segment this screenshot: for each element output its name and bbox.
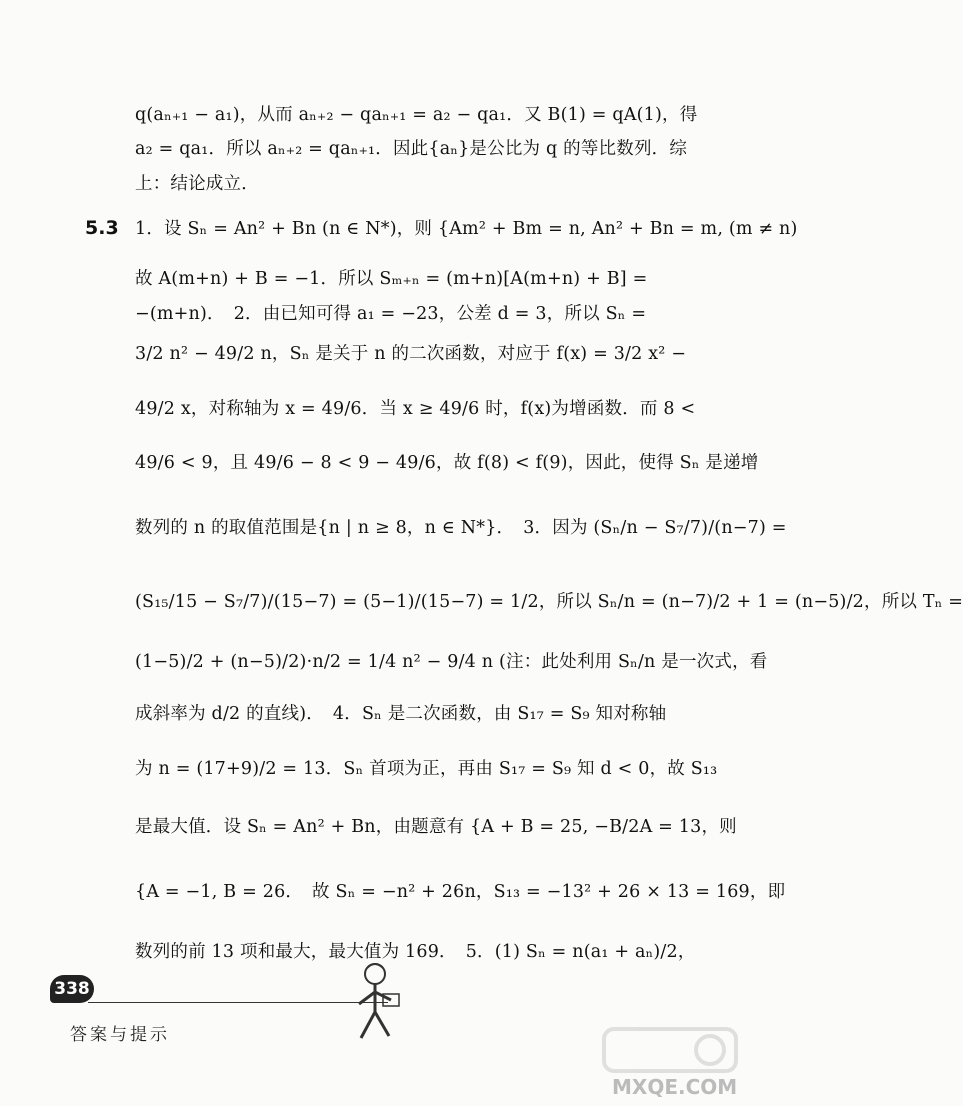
watermark-text: MXQE.COM	[612, 1075, 738, 1099]
watermark-logo	[600, 1025, 740, 1075]
text-line-14: 为 n = (17+9)/2 = 13．Sₙ 首项为正，再由 S₁₇ = S₉ 知 d < 0，故 S₁₃	[135, 759, 718, 779]
footer-rule	[88, 1002, 388, 1003]
section-label: 5.3	[85, 217, 119, 239]
text-line-10: 数列的 n 的取值范围是{n | n ≥ 8，n ∈ N*}． 3．因为 (Sₙ/n − S₇/7)/(n−7) =	[135, 518, 787, 538]
text-line-7: 3/2 n² − 49/2 n，Sₙ 是关于 n 的二次函数，对应于 f(x) = 3/2 x² −	[135, 344, 687, 364]
reading-figure-illustration	[345, 960, 405, 1050]
text-line-6: −(m+n)． 2．由已知可得 a₁ = −23，公差 d = 3，所以 Sₙ =	[135, 304, 647, 324]
text-line-13: 成斜率为 d/2 的直线)． 4．Sₙ 是二次函数，由 S₁₇ = S₉ 知对称轴	[135, 704, 667, 724]
text-line-8: 49/2 x，对称轴为 x = 49/6．当 x ≥ 49/6 时，f(x)为增函数．而 8 <	[135, 399, 696, 419]
text-line-11: (S₁₅/15 − S₇/7)/(15−7) = (5−1)/(15−7) = 1/2，所以 Sₙ/n = (n−7)/2 + 1 = (n−5)/2，所以 Tₙ =	[135, 592, 963, 612]
text-line-1: q(aₙ₊₁ − a₁)，从而 aₙ₊₂ − qaₙ₊₁ = a₂ − qa₁．又 B(1) = qA(1)，得	[135, 105, 698, 125]
page-number-badge: 338	[50, 975, 94, 1003]
text-line-3: 上：结论成立．	[135, 174, 259, 194]
text-line-15: 是最大值．设 Sₙ = An² + Bn，由题意有 {A + B = 25, −B/2A = 13，则	[135, 817, 737, 837]
text-line-4: 1．设 Sₙ = An² + Bn (n ∈ N*)，则 {Am² + Bm = n, An² + Bn = m, (m ≠ n)	[135, 219, 798, 239]
text-line-2: a₂ = qa₁．所以 aₙ₊₂ = qaₙ₊₁．因此{aₙ}是公比为 q 的等比数列．综	[135, 139, 688, 159]
text-line-17: 数列的前 13 项和最大，最大值为 169． 5．(1) Sₙ = n(a₁ + aₙ)/2，	[135, 942, 696, 962]
footer-label: 答案与提示	[70, 1025, 170, 1045]
text-line-12: (1−5)/2 + (n−5)/2)·n/2 = 1/4 n² − 9/4 n (注：此处利用 Sₙ/n 是一次式，看	[135, 652, 768, 672]
text-line-9: 49/6 < 9，且 49/6 − 8 < 9 − 49/6，故 f(8) < f(9)，因此，使得 Sₙ 是递增	[135, 453, 759, 473]
text-line-16: {A = −1, B = 26． 故 Sₙ = −n² + 26n，S₁₃ = −13² + 26 × 13 = 169，即	[135, 882, 786, 902]
text-line-5: 故 A(m+n) + B = −1．所以 Sₘ₊ₙ = (m+n)[A(m+n) + B] =	[135, 269, 648, 289]
